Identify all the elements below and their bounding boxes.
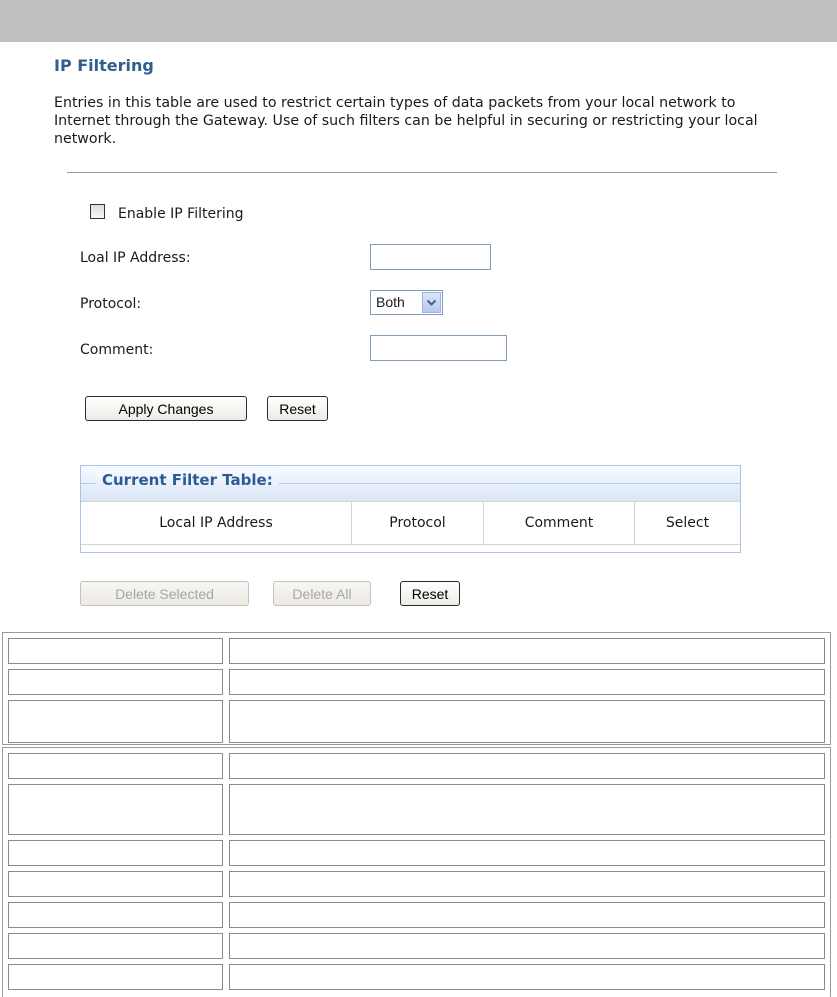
table-row (8, 871, 825, 897)
table-cell-label (8, 638, 223, 664)
table-row (8, 964, 825, 990)
table-cell-description (229, 700, 825, 743)
table-cell-description (229, 933, 825, 959)
column-protocol: Protocol (352, 502, 484, 544)
table-row (8, 840, 825, 866)
table-cell-label (8, 964, 223, 990)
table-row (8, 784, 825, 835)
table-cell-description (229, 871, 825, 897)
table-row (8, 700, 825, 743)
table-cell-label (8, 700, 223, 743)
table-cell-label (8, 784, 223, 835)
table-cell-label (8, 840, 223, 866)
page-title: IP Filtering (54, 56, 154, 75)
local-ip-address-input[interactable] (370, 244, 491, 270)
table-cell-label (8, 933, 223, 959)
comment-label: Comment: (80, 342, 154, 358)
protocol-label: Protocol: (80, 296, 142, 312)
enable-ip-filtering-checkbox[interactable] (90, 204, 105, 219)
table-cell-description (229, 902, 825, 928)
table-row (8, 753, 825, 779)
apply-changes-button[interactable]: Apply Changes (85, 396, 247, 421)
protocol-select[interactable] (370, 290, 443, 315)
filter-table-columns (81, 501, 740, 545)
page-description: Entries in this table are used to restrict certain types of data packets from your local network to Internet through the Gateway. Use of such filters can be helpful in securing or restricting your local network. (54, 95, 758, 147)
table-cell-description (229, 638, 825, 664)
table-row (8, 902, 825, 928)
filter-table-title: Current Filter Table: (96, 471, 279, 489)
table-row (8, 669, 825, 695)
table-cell-description (229, 669, 825, 695)
table-cell-label (8, 902, 223, 928)
delete-all-button[interactable]: Delete All (273, 581, 371, 606)
enable-ip-filtering-label: Enable IP Filtering (118, 206, 244, 222)
chevron-down-icon[interactable] (422, 292, 441, 313)
description-table-continued (2, 747, 831, 997)
table-cell-description (229, 753, 825, 779)
protocol-select-value: Both (376, 294, 405, 310)
table-cell-label (8, 753, 223, 779)
column-comment: Comment (484, 502, 635, 544)
comment-input[interactable] (370, 335, 507, 361)
column-local-ip-address: Local IP Address (81, 502, 352, 544)
table-cell-description (229, 784, 825, 835)
column-select: Select (665, 515, 710, 531)
filter-table-header (81, 466, 740, 501)
table-row (8, 638, 825, 664)
divider (67, 172, 777, 173)
table-reset-button[interactable]: Reset (400, 581, 460, 606)
table-cell-description (229, 840, 825, 866)
table-cell-label (8, 669, 223, 695)
top-bar (0, 0, 837, 42)
table-cell-label (8, 871, 223, 897)
current-filter-table (80, 465, 741, 553)
table-row (8, 933, 825, 959)
reset-button[interactable]: Reset (267, 396, 328, 421)
local-ip-address-label: Loal IP Address: (80, 250, 191, 266)
delete-selected-button[interactable]: Delete Selected (80, 581, 249, 606)
table-cell-description (229, 964, 825, 990)
description-table (2, 632, 831, 745)
